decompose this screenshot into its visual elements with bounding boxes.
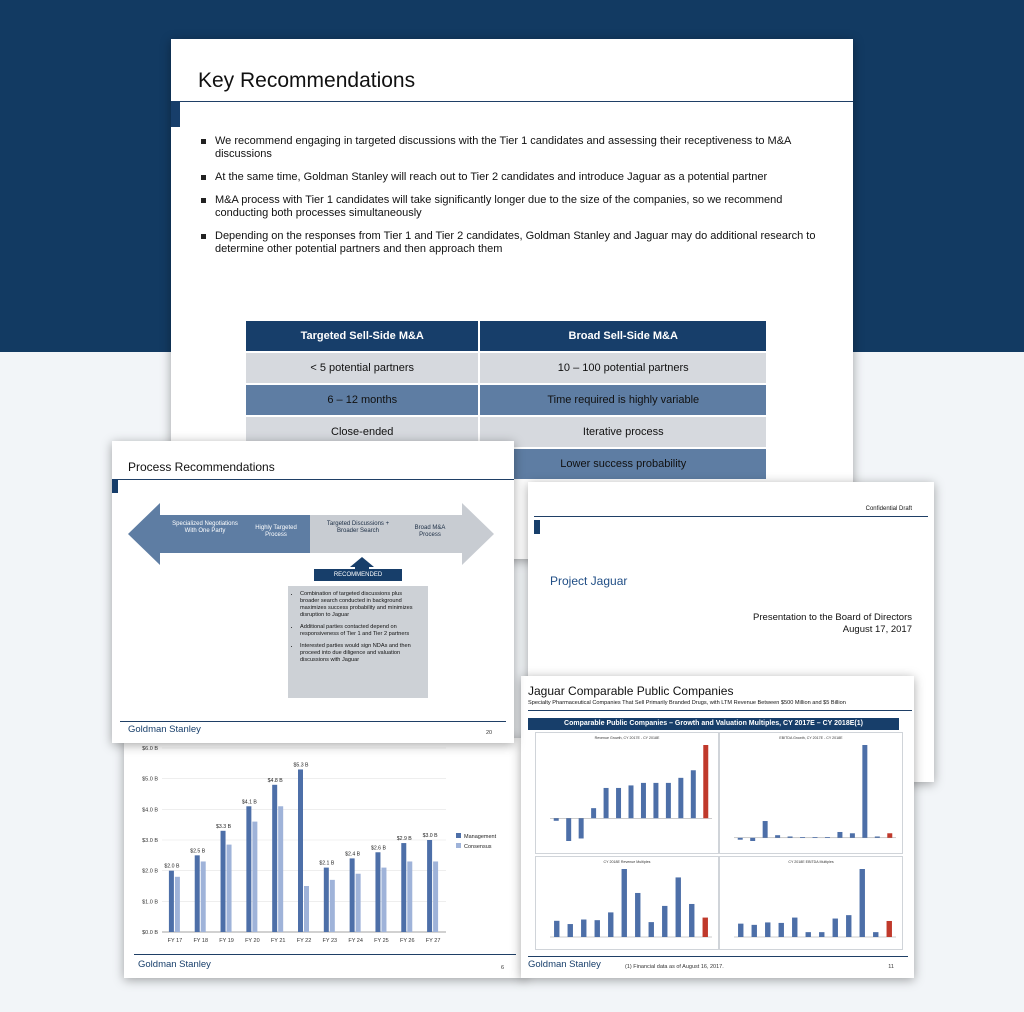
mini-bar <box>653 783 658 818</box>
data-label: $2.9 B <box>396 836 412 843</box>
mini-bar <box>846 915 851 937</box>
mini-bar <box>860 869 865 937</box>
list-item: Depending on the responses from Tier 1 and Tier 2 candidates, Goldman Stanley and Jaguar may do additional research to determine other potential partners and then approach them <box>201 230 821 256</box>
data-label: $2.5 B <box>190 848 206 855</box>
footer-rule <box>134 954 516 955</box>
data-label: $2.6 B <box>370 845 386 852</box>
data-label: $5.3 B <box>293 762 309 769</box>
footer-brand: Goldman Stanley <box>528 959 601 970</box>
y-tick-label: $1.0 B <box>142 899 158 906</box>
bar-consensus <box>252 822 257 932</box>
slide-revenue-chart[interactable] <box>124 738 526 978</box>
mini-bar <box>875 836 880 837</box>
title-rule <box>534 516 928 517</box>
table-cell: Lower success probability <box>480 449 766 479</box>
bar-management <box>246 806 251 932</box>
mini-chart-plot <box>720 857 902 949</box>
mini-bar <box>833 919 838 937</box>
bar-management <box>350 858 355 932</box>
mini-chart-plot <box>536 857 718 949</box>
mini-bar <box>703 918 708 937</box>
bar-consensus <box>278 806 283 932</box>
mini-bar <box>568 924 573 937</box>
bar-consensus <box>433 861 438 932</box>
slide-comparables[interactable] <box>521 676 914 978</box>
title-rule <box>528 710 912 711</box>
y-tick-label: $6.0 B <box>142 746 158 752</box>
chart-panel-header: Comparable Public Companies – Growth and Valuation Multiples, CY 2017E – CY 2018E(1) <box>528 718 899 730</box>
bar-consensus <box>356 874 361 932</box>
bar-consensus <box>407 861 412 932</box>
slide-subtitle: Specialty Pharmaceutical Companies That Sell Primarily Branded Drugs, with LTM Revenue Between $500 Million and $5 Billion <box>528 700 846 706</box>
mini-bar <box>806 932 811 937</box>
mini-bar <box>678 778 683 818</box>
mini-chart <box>535 856 719 950</box>
mini-bar <box>622 869 627 937</box>
mini-bar <box>689 904 694 937</box>
mini-bar <box>691 770 696 818</box>
x-tick-label: FY 26 <box>399 938 415 944</box>
mini-bar <box>813 837 818 838</box>
arrow-label: Broad M&A Process <box>414 525 446 538</box>
y-tick-label: $0.0 B <box>142 930 158 936</box>
bar-management <box>195 855 200 932</box>
list-item: • Combination of targeted discussions plus broader search conducted in background maximizes success probability and minimizes disruption to Jaguar <box>300 591 422 619</box>
slide-title: Jaguar Comparable Public Companies <box>528 684 734 698</box>
x-tick-label: FY 27 <box>425 938 441 944</box>
mini-bar <box>635 893 640 937</box>
recommendation-list <box>201 135 821 266</box>
table-cell: Iterative process <box>480 417 766 447</box>
bar-management <box>401 843 406 932</box>
mini-bar <box>779 923 784 937</box>
mini-bar <box>862 745 867 838</box>
x-tick-label: FY 23 <box>322 938 338 944</box>
mini-bar <box>703 745 708 818</box>
title-tab <box>112 479 118 493</box>
mini-bar <box>604 788 609 818</box>
mini-bar <box>792 918 797 937</box>
bar-consensus <box>304 886 309 932</box>
title-rule <box>171 101 853 102</box>
mini-chart <box>719 732 903 854</box>
x-tick-label: FY 18 <box>193 938 209 944</box>
y-tick-label: $3.0 B <box>142 838 158 844</box>
mini-bar <box>579 818 584 838</box>
mini-chart-title: EBITDA Growth, CY 2017E - CY 2018E <box>779 736 843 740</box>
footer-brand: Goldman Stanley <box>128 724 201 735</box>
table-header: Targeted Sell-Side M&A <box>246 321 478 351</box>
arrow-label: Specialized Negotiations With One Party <box>172 521 238 534</box>
page-number: 11 <box>888 964 894 970</box>
data-label: $3.3 B <box>216 823 232 830</box>
bar-management <box>427 840 432 932</box>
bar-consensus <box>201 861 206 932</box>
table-cell: 6 – 12 months <box>246 385 478 415</box>
presentation-title: Presentation to the Board of Directors <box>753 612 912 623</box>
mini-chart-plot <box>536 733 718 853</box>
mini-bar <box>825 837 830 838</box>
table-row <box>246 385 766 415</box>
mini-bar <box>873 932 878 937</box>
mini-bar <box>581 920 586 937</box>
mini-bar <box>554 921 559 937</box>
project-name: Project Jaguar <box>550 574 628 588</box>
mini-bar <box>819 932 824 937</box>
mini-bar <box>608 912 613 937</box>
bar-management <box>221 831 226 932</box>
bar-consensus <box>381 868 386 932</box>
mini-chart-title: CY 2018E Revenue Multiples <box>603 860 651 864</box>
legend-label: Management <box>464 834 497 840</box>
list-item: At the same time, Goldman Stanley will reach out to Tier 2 candidates and introduce Jaguar as a potential partner <box>201 171 821 184</box>
list-item: M&A process with Tier 1 candidates will take significantly longer due to the size of the companies, so we recommend conducting both processes simultaneously <box>201 194 821 220</box>
mini-chart-title: Revenue Growth, CY 2017E - CY 2018E <box>594 736 660 740</box>
slide-process-recommendations[interactable] <box>112 441 514 743</box>
table-cell: Time required is highly variable <box>480 385 766 415</box>
legend-label: Consensus <box>464 844 492 850</box>
bar-management <box>272 785 277 932</box>
data-label: $2.1 B <box>319 860 335 867</box>
mini-bar <box>641 783 646 818</box>
presentation-date: August 17, 2017 <box>842 624 912 635</box>
mini-bar <box>800 837 805 838</box>
mini-bar <box>591 808 596 818</box>
arrow-label: Targeted Discussions + Broader Search <box>326 521 390 534</box>
y-tick-label: $2.0 B <box>142 868 158 875</box>
page-number: 20 <box>486 730 493 736</box>
mini-bar <box>765 922 770 937</box>
mini-bar <box>775 835 780 838</box>
table-header: Broad Sell-Side M&A <box>480 321 766 351</box>
x-tick-label: FY 19 <box>219 938 234 944</box>
bar-chart <box>124 738 526 958</box>
mini-bar <box>595 920 600 937</box>
mini-bar <box>629 785 634 818</box>
footer-rule <box>120 721 506 722</box>
bar-consensus <box>330 880 335 932</box>
bar-management <box>324 868 329 932</box>
data-label: $3.0 B <box>422 833 438 839</box>
mini-bar <box>850 833 855 838</box>
mini-bar <box>763 821 768 838</box>
mini-bar <box>752 925 757 937</box>
recommendation-details <box>288 586 428 698</box>
y-tick-label: $4.0 B <box>142 807 158 814</box>
x-tick-label: FY 21 <box>270 938 286 944</box>
footer-brand: Goldman Stanley <box>138 959 211 970</box>
mini-bar <box>662 906 667 937</box>
mini-bar <box>887 833 892 838</box>
x-tick-label: FY 22 <box>296 938 312 944</box>
page-number: 6 <box>500 965 504 971</box>
legend-swatch <box>456 833 461 838</box>
recommended-badge: RECOMMENDED <box>314 569 402 581</box>
data-label: $2.4 B <box>345 851 361 858</box>
slide-title: Process Recommendations <box>128 460 275 474</box>
title-tab <box>534 520 540 534</box>
mini-chart-title: CY 2018E EBITDA Multiples <box>788 860 834 864</box>
mini-bar <box>676 877 681 937</box>
list-item: • Interested parties would sign NDAs and then proceed into due diligence and valuation discussions with Jaguar <box>300 643 422 664</box>
bar-management <box>375 852 380 932</box>
data-label: $2.0 B <box>164 863 180 870</box>
list-item: We recommend engaging in targeted discussions with the Tier 1 candidates and assessing their receptiveness to M&A discussions <box>201 135 821 161</box>
data-label: $4.8 B <box>267 777 283 784</box>
bar-consensus <box>227 845 232 932</box>
mini-bar <box>788 836 793 837</box>
table-cell: Close-ended <box>246 417 478 447</box>
bar-management <box>169 871 174 932</box>
x-tick-label: FY 24 <box>348 938 363 944</box>
list-item: • Additional parties contacted depend on responsiveness of Tier 1 and Tier 2 partners <box>300 624 422 638</box>
mini-bar <box>554 818 559 821</box>
confidential-label: Confidential Draft <box>865 506 912 512</box>
title-rule <box>112 479 514 480</box>
mini-chart <box>535 732 719 854</box>
presentation-info <box>753 612 912 636</box>
mini-bar <box>887 921 892 937</box>
legend-swatch <box>456 843 461 848</box>
mini-bar <box>738 838 743 840</box>
mini-bar <box>616 788 621 818</box>
x-tick-label: FY 17 <box>167 938 183 944</box>
mini-bar <box>566 818 571 841</box>
mini-chart <box>719 856 903 950</box>
title-tab <box>171 101 180 127</box>
x-tick-label: FY 20 <box>245 938 260 944</box>
x-tick-label: FY 25 <box>374 938 389 944</box>
data-label: $4.1 B <box>241 799 257 806</box>
mini-bar <box>750 838 755 841</box>
mini-bar <box>738 924 743 937</box>
table-cell: 10 – 100 potential partners <box>480 353 766 383</box>
mini-bar <box>666 783 671 818</box>
mini-chart-plot <box>720 733 902 853</box>
footnote: (1) Financial data as of August 16, 2017. <box>625 964 724 970</box>
table-cell: < 5 potential partners <box>246 353 478 383</box>
bar-management <box>298 769 303 932</box>
table-row <box>246 353 766 383</box>
footer-rule <box>528 956 908 957</box>
bar-consensus <box>175 877 180 932</box>
mini-bar <box>837 832 842 838</box>
mini-bar <box>649 922 654 937</box>
arrow-label: Highly Targeted Process <box>255 525 297 538</box>
slide-title: Key Recommendations <box>198 69 416 92</box>
y-tick-label: $5.0 B <box>142 776 158 783</box>
